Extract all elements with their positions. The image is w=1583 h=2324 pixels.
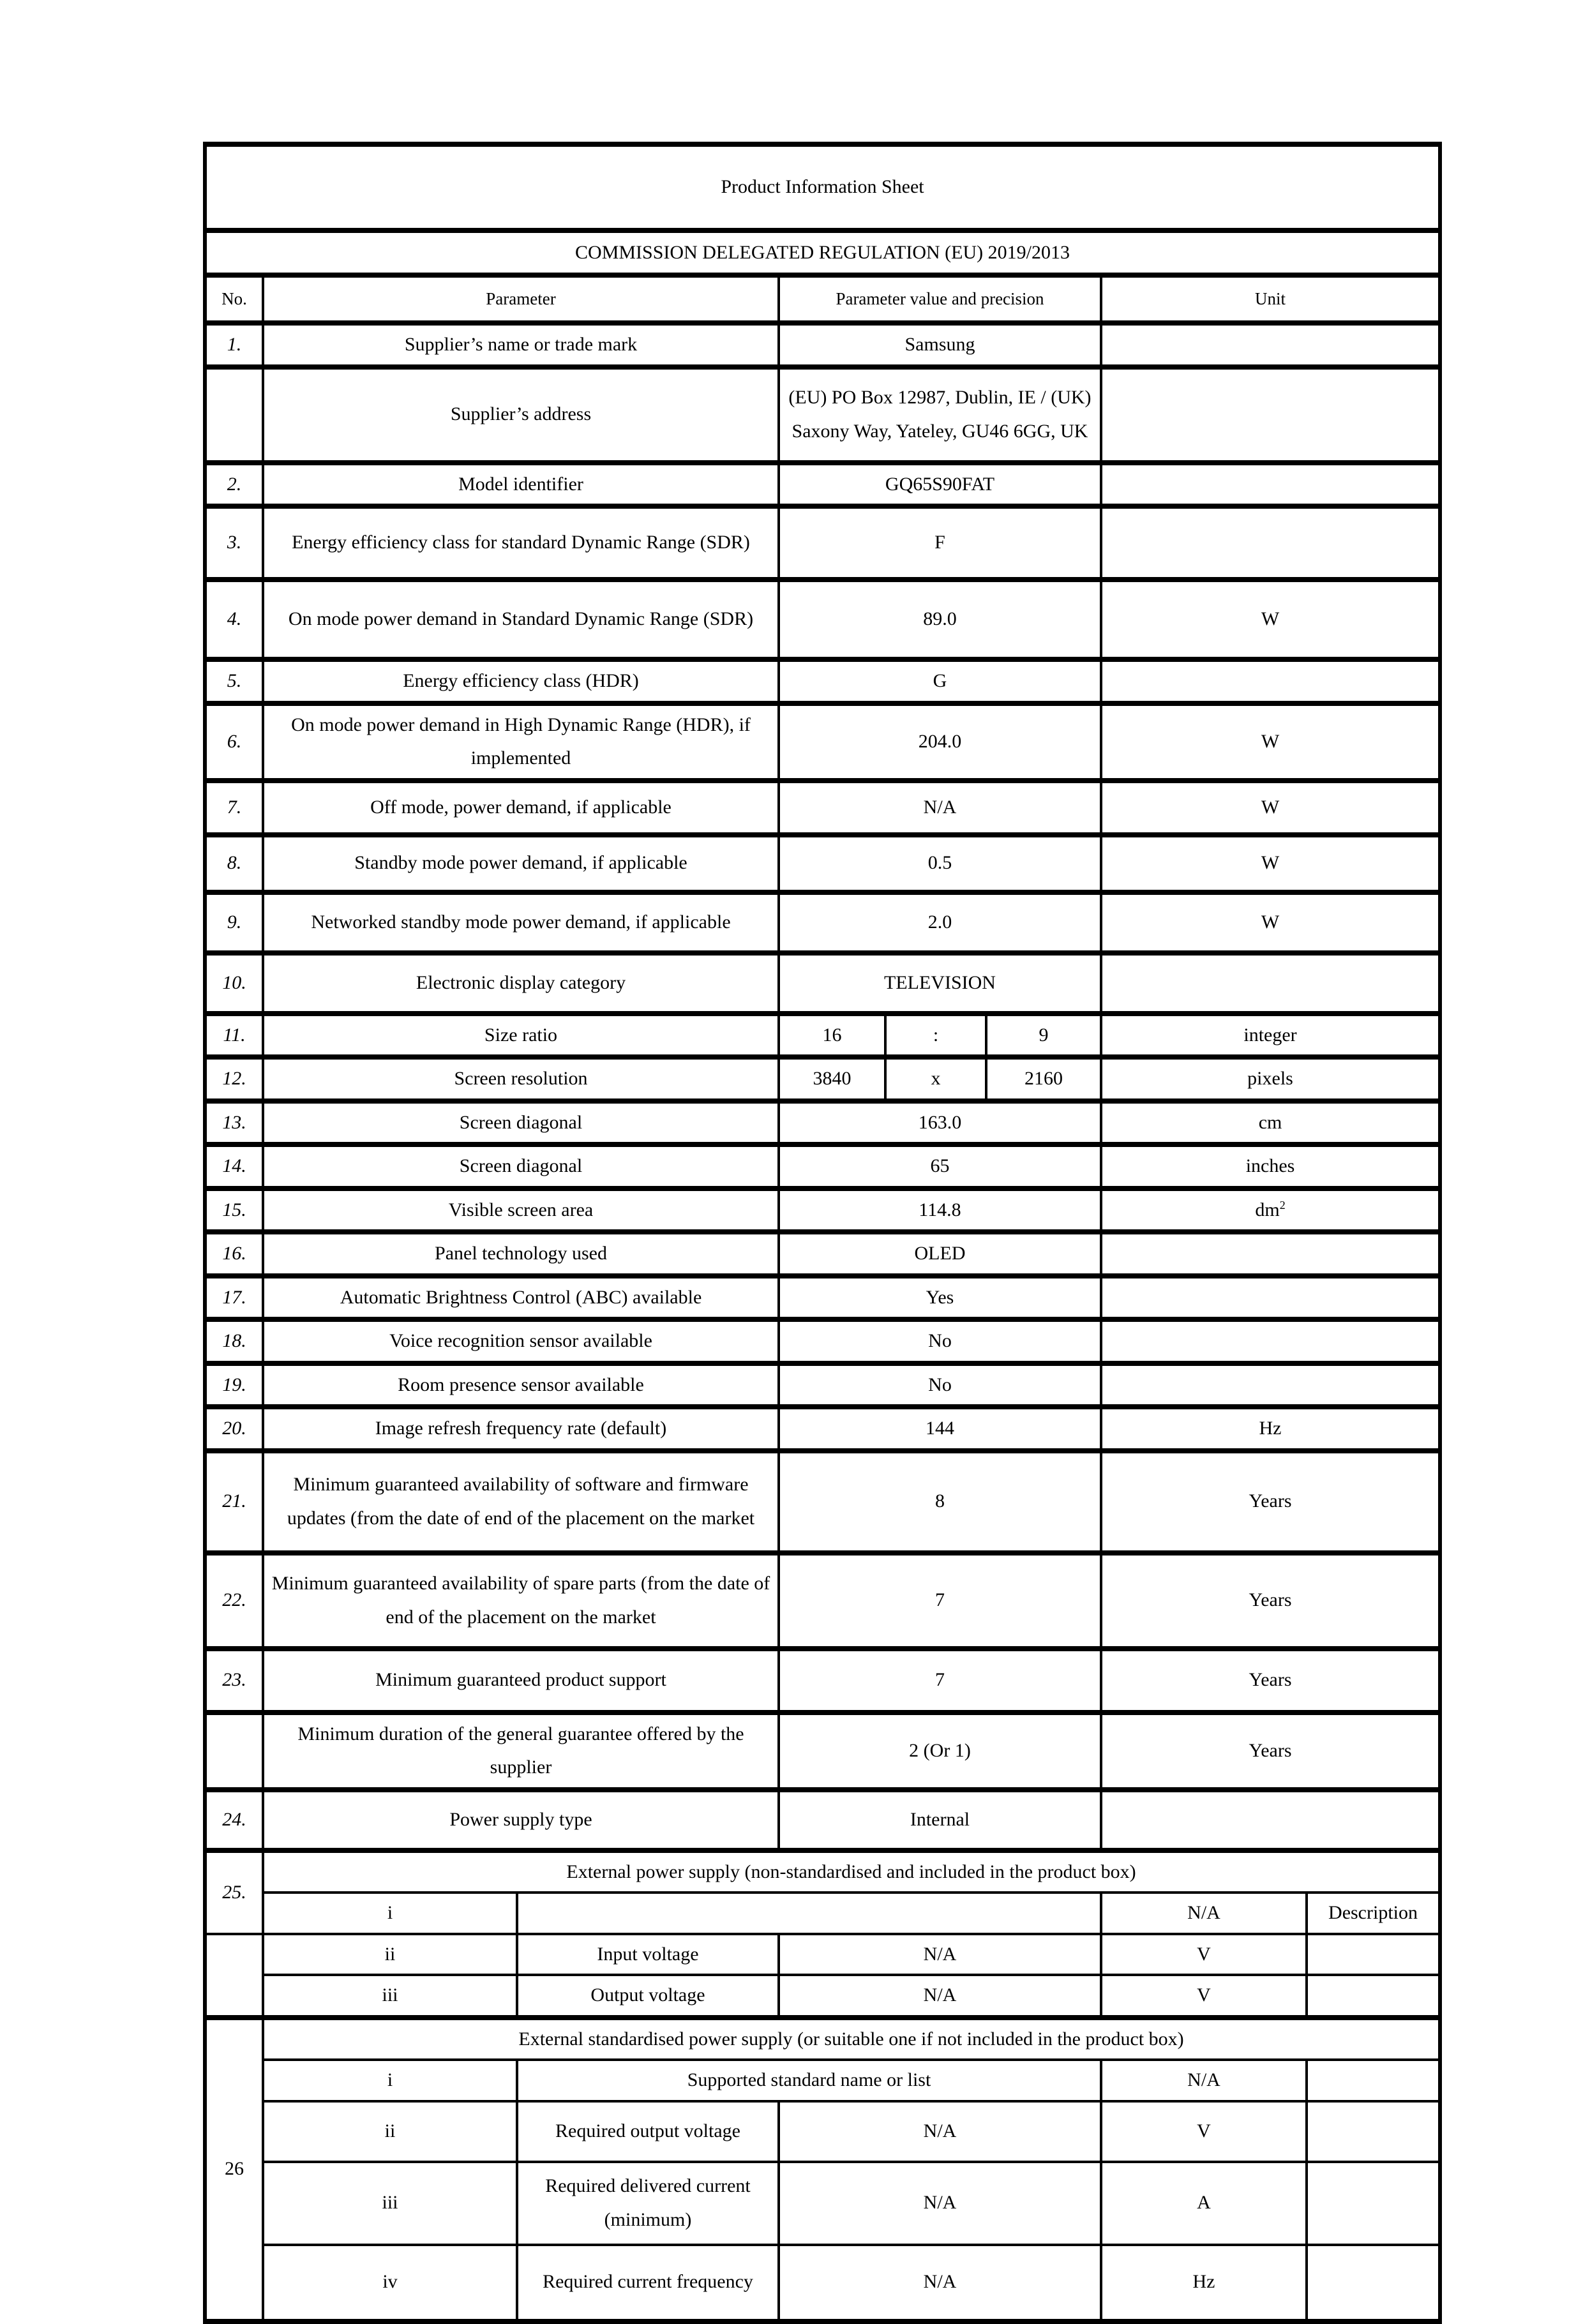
parameter-label: Required delivered current (minimum) — [517, 2162, 779, 2245]
parameter-value: N/A — [779, 1975, 1101, 2018]
description-label — [1307, 2245, 1440, 2321]
row-number: 6. — [205, 703, 263, 781]
value-left: 3840 — [779, 1057, 885, 1101]
parameter-label: Room presence sensor available — [263, 1363, 779, 1407]
parameter-value: F — [779, 506, 1101, 580]
parameter-label: Image refresh frequency rate (default) — [263, 1407, 779, 1451]
value-right: 9 — [986, 1014, 1101, 1058]
parameter-label: Required current frequency — [517, 2245, 779, 2321]
value-separator: : — [885, 1014, 986, 1058]
unit-label: N/A — [1101, 1893, 1307, 1934]
parameter-label: Energy efficiency class (HDR) — [263, 659, 779, 703]
unit-label — [1101, 1790, 1440, 1850]
table-row — [205, 463, 1440, 507]
parameter-label: On mode power demand in High Dynamic Range (HDR), if implemented — [263, 703, 779, 781]
row-number: 24. — [205, 1790, 263, 1850]
parameter-label: Screen resolution — [263, 1057, 779, 1101]
row-number: 7. — [205, 781, 263, 835]
row-number — [205, 367, 263, 463]
table-row — [205, 1232, 1440, 1276]
row-number: 17. — [205, 1276, 263, 1320]
parameter-label: Automatic Brightness Control (ABC) available — [263, 1276, 779, 1320]
parameter-value: N/A — [779, 781, 1101, 835]
unit-label: A — [1101, 2162, 1307, 2245]
unit-label: Hz — [1101, 2245, 1307, 2321]
parameter-value: 7 — [779, 1553, 1101, 1649]
table-row — [205, 1144, 1440, 1188]
parameter-label: Supplier’s address — [263, 367, 779, 463]
unit-label: cm — [1101, 1101, 1440, 1145]
unit-label — [1101, 1188, 1440, 1233]
parameter-value: N/A — [779, 1934, 1101, 1975]
table-row — [205, 781, 1440, 835]
sub-row-label: iii — [263, 2162, 517, 2245]
parameter-value: 144 — [779, 1407, 1101, 1451]
row-number: 10. — [205, 953, 263, 1014]
table-row — [205, 323, 1440, 367]
value-separator: x — [885, 1057, 986, 1101]
column-header-row — [205, 275, 1440, 323]
parameter-value: (EU) PO Box 12987, Dublin, IE / (UK) Saxony Way, Yateley, GU46 6GG, UK — [779, 367, 1101, 463]
description-label — [1307, 2101, 1440, 2162]
unit-label: Years — [1101, 1451, 1440, 1553]
sub-row-label: iii — [263, 1975, 517, 2018]
parameter-value: 89.0 — [779, 580, 1101, 659]
parameter-value: N/A — [779, 2162, 1101, 2245]
table-row — [205, 2060, 1440, 2101]
section-26-header: External standardised power supply (or suitable one if not included in the product box) — [263, 2018, 1440, 2060]
row-number: 2. — [205, 463, 263, 507]
parameter-label: Visible screen area — [263, 1188, 779, 1233]
unit-label: pixels — [1101, 1057, 1440, 1101]
parameter-value: No — [779, 1319, 1101, 1363]
table-row — [205, 953, 1440, 1014]
row-number: 20. — [205, 1407, 263, 1451]
table-row — [205, 367, 1440, 463]
row-number: 1. — [205, 323, 263, 367]
parameter-label: Voice recognition sensor available — [263, 1319, 779, 1363]
unit-label: Years — [1101, 1553, 1440, 1649]
parameter-label: Screen diagonal — [263, 1101, 779, 1145]
row-number: 4. — [205, 580, 263, 659]
table-row — [205, 1276, 1440, 1320]
parameter-label: Required output voltage — [517, 2101, 779, 2162]
parameter-label: Supported standard name or list — [517, 2060, 1101, 2101]
unit-label — [1101, 1276, 1440, 1320]
unit-label — [1101, 367, 1440, 463]
parameter-value: Yes — [779, 1276, 1101, 1320]
parameter-label: Off mode, power demand, if applicable — [263, 781, 779, 835]
column-header-no: No. — [205, 275, 263, 323]
parameter-label: Screen diagonal — [263, 1144, 779, 1188]
parameter-value: 65 — [779, 1144, 1101, 1188]
row-number: 21. — [205, 1451, 263, 1553]
unit-label: V — [1101, 1934, 1307, 1975]
table-row — [205, 1893, 1440, 1934]
parameter-value: 2 (Or 1) — [779, 1713, 1101, 1790]
parameter-value: Internal — [779, 1790, 1101, 1850]
column-header-value: Parameter value and precision — [779, 275, 1101, 323]
parameter-value: N/A — [779, 2101, 1101, 2162]
parameter-label: Energy efficiency class for standard Dynamic Range (SDR) — [263, 506, 779, 580]
parameter-label: On mode power demand in Standard Dynamic Range (SDR) — [263, 580, 779, 659]
table-row — [205, 835, 1440, 892]
table-row — [205, 1319, 1440, 1363]
unit-label — [1101, 953, 1440, 1014]
subtitle-row — [205, 230, 1440, 275]
table-row — [205, 1553, 1440, 1649]
parameter-value: 0.5 — [779, 835, 1101, 892]
table-row — [205, 1713, 1440, 1790]
row-number: 18. — [205, 1319, 263, 1363]
row-number — [205, 1713, 263, 1790]
section-26-header-row — [205, 2018, 1440, 2060]
parameter-value: Samsung — [779, 323, 1101, 367]
row-number: 23. — [205, 1649, 263, 1713]
unit-label — [1101, 463, 1440, 507]
unit-label: W — [1101, 892, 1440, 953]
row-number: 16. — [205, 1232, 263, 1276]
row-number: 11. — [205, 1014, 263, 1058]
row-number — [205, 1934, 263, 2018]
row-number: 3. — [205, 506, 263, 580]
parameter-label: Minimum guaranteed product support — [263, 1649, 779, 1713]
parameter-value: G — [779, 659, 1101, 703]
value-right: 2160 — [986, 1057, 1101, 1101]
unit-label: Years — [1101, 1713, 1440, 1790]
parameter-value: No — [779, 1363, 1101, 1407]
unit-label — [1101, 323, 1440, 367]
regulation-subtitle: COMMISSION DELEGATED REGULATION (EU) 2019/2013 — [205, 230, 1440, 275]
table-row — [205, 892, 1440, 953]
sub-row-label: i — [263, 1893, 517, 1934]
row-number: 22. — [205, 1553, 263, 1649]
parameter-label: Networked standby mode power demand, if applicable — [263, 892, 779, 953]
table-row — [205, 1649, 1440, 1713]
parameter-label: Input voltage — [517, 1934, 779, 1975]
description-label: Description — [1307, 1893, 1440, 1934]
unit-label — [1101, 1319, 1440, 1363]
row-number: 25. — [205, 1850, 263, 1934]
table-row — [205, 2162, 1440, 2245]
section-25-header-row — [205, 1850, 1440, 1893]
parameter-label: Panel technology used — [263, 1232, 779, 1276]
section-25-header: External power supply (non-standardised and included in the product box) — [263, 1850, 1440, 1893]
table-row — [205, 659, 1440, 703]
table-row — [205, 580, 1440, 659]
row-number: 9. — [205, 892, 263, 953]
unit-label — [1101, 659, 1440, 703]
row-number: 14. — [205, 1144, 263, 1188]
value-left: 16 — [779, 1014, 885, 1058]
row-number: 12. — [205, 1057, 263, 1101]
unit-label: N/A — [1101, 2060, 1307, 2101]
parameter-value: 7 — [779, 1649, 1101, 1713]
sub-row-label: iv — [263, 2245, 517, 2321]
unit-label: Years — [1101, 1649, 1440, 1713]
parameter-label: Power supply type — [263, 1790, 779, 1850]
row-number: 26 — [205, 2018, 263, 2321]
column-header-parameter: Parameter — [263, 275, 779, 323]
unit-label: W — [1101, 703, 1440, 781]
sub-row-label: ii — [263, 1934, 517, 1975]
unit-label: inches — [1101, 1144, 1440, 1188]
unit-label: W — [1101, 781, 1440, 835]
table-row — [205, 1934, 1440, 1975]
table-row — [205, 506, 1440, 580]
table-row — [205, 703, 1440, 781]
sub-row-label: i — [263, 2060, 517, 2101]
parameter-label: Model identifier — [263, 463, 779, 507]
parameter-value: 2.0 — [779, 892, 1101, 953]
table-row — [205, 1188, 1440, 1233]
row-number: 15. — [205, 1188, 263, 1233]
table-row — [205, 1975, 1440, 2018]
parameter-value: 204.0 — [779, 703, 1101, 781]
parameter-label: Size ratio — [263, 1014, 779, 1058]
title-row — [205, 144, 1440, 230]
parameter-value: N/A — [779, 2245, 1101, 2321]
unit-label — [1101, 506, 1440, 580]
unit-superscript: 2 — [1279, 1198, 1286, 1211]
row-number: 8. — [205, 835, 263, 892]
table-row — [205, 1101, 1440, 1145]
unit-label: V — [1101, 1975, 1307, 2018]
parameter-value: OLED — [779, 1232, 1101, 1276]
table-row — [205, 2101, 1440, 2162]
table-row — [205, 1014, 1440, 1058]
row-number: 5. — [205, 659, 263, 703]
parameter-label: Minimum guaranteed availability of software and firmware updates (from the date of end of the placement on the market — [263, 1451, 779, 1553]
description-label — [1307, 1934, 1440, 1975]
product-information-sheet — [203, 142, 1442, 2324]
sub-row-label: ii — [263, 2101, 517, 2162]
unit-base: dm — [1255, 1199, 1280, 1220]
unit-label: integer — [1101, 1014, 1440, 1058]
parameter-value: 163.0 — [779, 1101, 1101, 1145]
row-number: 13. — [205, 1101, 263, 1145]
parameter-label: Supplier’s name or trade mark — [263, 323, 779, 367]
column-header-unit: Unit — [1101, 275, 1440, 323]
table-row — [205, 2245, 1440, 2321]
parameter-label: Minimum guaranteed availability of spare parts (from the date of end of the placement on the market — [263, 1553, 779, 1649]
unit-label: Hz — [1101, 1407, 1440, 1451]
unit-label: V — [1101, 2101, 1307, 2162]
unit-label — [1101, 1363, 1440, 1407]
parameter-label: Standby mode power demand, if applicable — [263, 835, 779, 892]
parameter-label: Minimum duration of the general guarantee offered by the supplier — [263, 1713, 779, 1790]
unit-label: W — [1101, 835, 1440, 892]
table-row — [205, 1057, 1440, 1101]
table-row — [205, 1407, 1440, 1451]
parameter-label: Output voltage — [517, 1975, 779, 2018]
table-row — [205, 1363, 1440, 1407]
parameter-value: TELEVISION — [779, 953, 1101, 1014]
parameter-label: Electronic display category — [263, 953, 779, 1014]
parameter-value: GQ65S90FAT — [779, 463, 1101, 507]
parameter-value: 8 — [779, 1451, 1101, 1553]
table-row — [205, 1451, 1440, 1553]
table-row — [205, 1790, 1440, 1850]
page-title: Product Information Sheet — [205, 144, 1440, 230]
unit-label: W — [1101, 580, 1440, 659]
description-label — [1307, 2060, 1440, 2101]
description-label — [1307, 1975, 1440, 2018]
description-label — [1307, 2162, 1440, 2245]
parameter-value: 114.8 — [779, 1188, 1101, 1233]
unit-label — [1101, 1232, 1440, 1276]
row-number: 19. — [205, 1363, 263, 1407]
parameter-label — [517, 1893, 1101, 1934]
